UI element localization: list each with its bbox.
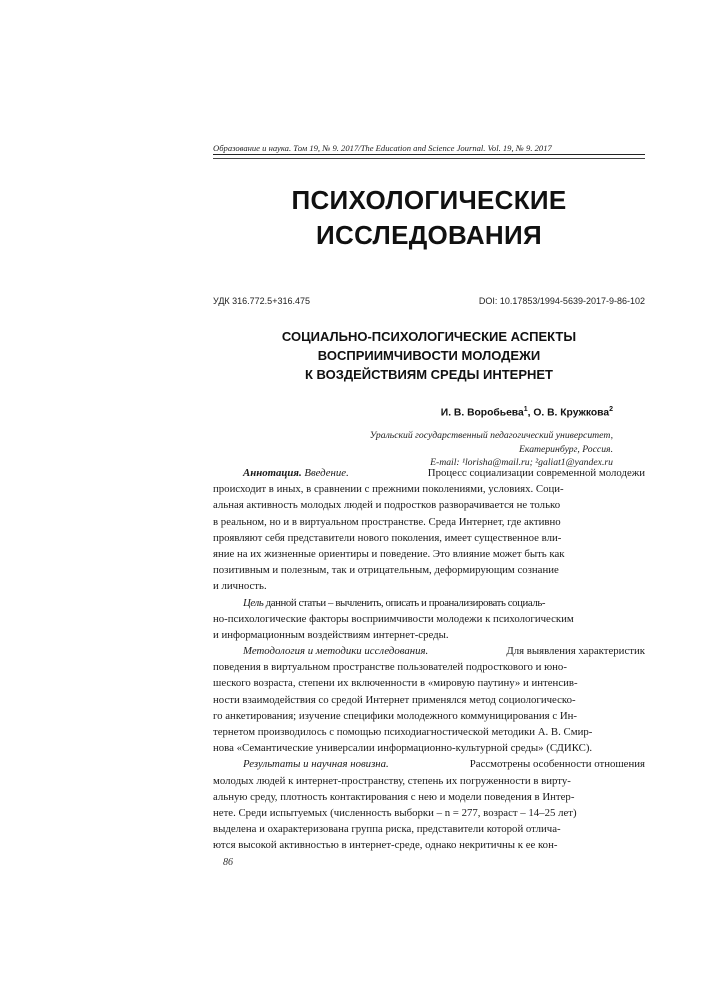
section-title	[213, 183, 645, 253]
article-title-line: К ВОЗДЕЙСТВИЯМ СРЕДЫ ИНТЕРНЕТ	[304, 367, 553, 382]
author-name: И. В. Воробьева	[440, 407, 524, 419]
affiliation	[370, 429, 613, 470]
abstract-text: Рассмотрены особенности отношения	[469, 758, 645, 771]
doi-link[interactable]: DOI: 10.17853/1994-5639-2017-9-86-102	[478, 296, 645, 306]
abstract-line: молодых людей к интернет-пространству, степень их погруженности в вирту-	[213, 774, 571, 787]
abstract-line: шеского возраста, степени их включенности в «мировую паутину» и интенсив-	[213, 677, 578, 690]
abstract-line: происходит в иных, в сравнении с прежними поколениями, условиях. Соци-	[213, 483, 564, 496]
abstract-text: данной статьи – вычленить, описать и проанализировать социаль-	[265, 596, 546, 609]
results-label: Результаты и научная новизна.	[243, 758, 389, 771]
abstract-line	[213, 643, 645, 659]
abstract-line: тернетом производилось с помощью психодиагностической методики А. В. Смир-	[213, 726, 593, 738]
page-number: 86	[223, 857, 233, 868]
abstract	[213, 465, 645, 854]
abstract-text: Процесс социализации современной молодежи	[427, 467, 645, 479]
article-title-line: ВОСПРИИМЧИВОСТИ МОЛОДЕЖИ	[317, 348, 541, 363]
author-separator: ,	[527, 407, 534, 419]
abstract-label: Аннотация.	[243, 467, 302, 479]
header-rule-top	[213, 154, 645, 155]
abstract-line: яние на их жизненные ориентиры и поведение. Это влияние может быть как	[213, 547, 565, 560]
affiliation-email[interactable]: E-mail: ¹lorisha@mail.ru; ²galiat1@yandex.ru	[430, 457, 613, 468]
abstract-text: Для выявления характеристик	[506, 645, 645, 658]
abstract-line: альную среду, плотность контактирования с нею и модели поведения в Интер-	[213, 790, 575, 803]
abstract-line: ются высокой активностью в интернет-среде, однако некритичны к ее кон-	[213, 839, 558, 852]
affiliation-line: Уральский государственный педагогический университет,	[369, 430, 613, 441]
author-name: О. В. Кружкова	[533, 407, 610, 419]
authors	[441, 406, 613, 418]
header-rule-bottom	[213, 158, 645, 159]
abstract-line: альная активность молодых людей и подростков разворачивается не только	[213, 499, 561, 512]
abstract-line	[213, 465, 645, 481]
abstract-line: позитивным и полезным, так и отрицательным, деформирующим сознание	[213, 564, 559, 577]
abstract-line: го анкетирования; изучение специфики молодежного коммуницирования с Ин-	[213, 709, 577, 722]
affiliation-line: Екатеринбург, Россия.	[518, 443, 613, 455]
section-title-line: ПСИХОЛОГИЧЕСКИЕ	[291, 185, 567, 215]
method-label: Методология и методики исследования.	[243, 645, 429, 658]
aim-label: Цель	[243, 596, 264, 609]
author-affiliation-mark: 2	[609, 406, 613, 413]
abstract-line: поведения в виртуальном пространстве пользователей подросткового и юно-	[213, 661, 567, 674]
article-title-line: СОЦИАЛЬНО-ПСИХОЛОГИЧЕСКИЕ АСПЕКТЫ	[281, 329, 577, 344]
abstract-line: и личность.	[213, 580, 267, 593]
abstract-line	[213, 756, 645, 772]
author-affiliation-mark: 1	[523, 406, 528, 413]
abstract-line: нете. Среди испытуемых (численность выборки – n = 277, возраст – 14–25 лет)	[213, 806, 577, 819]
abstract-line	[213, 595, 645, 611]
abstract-line: в реальном, но и в виртуальном пространстве. Среда Интернет, где активно	[213, 515, 561, 528]
intro-label: Введение.	[304, 467, 349, 479]
abstract-line: но-психологические факторы восприимчивости молодежи к психологическим	[213, 612, 574, 625]
journal-header: Образование и наука. Том 19, № 9. 2017/The Education and Science Journal. Vol. 19, № 9. 2017	[213, 143, 552, 153]
abstract-line: проявляют себя представители нового поколения, имеет существенное вли-	[213, 531, 562, 544]
abstract-line: ности взаимодействия со средой Интернет применялся метод социологическо-	[213, 693, 576, 706]
section-title-line: ИССЛЕДОВАНИЯ	[316, 220, 542, 250]
abstract-line: нова «Семантические универсалии информационно-культурной среды» (СДИКС).	[213, 742, 593, 755]
article-title	[213, 327, 645, 384]
udc-code: УДК 316.772.5+316.475	[213, 296, 310, 306]
abstract-line: выделена и охарактеризована группа риска, представители которой отлича-	[213, 823, 561, 836]
abstract-line: и информационным воздействиям интернет-среды.	[213, 628, 449, 641]
